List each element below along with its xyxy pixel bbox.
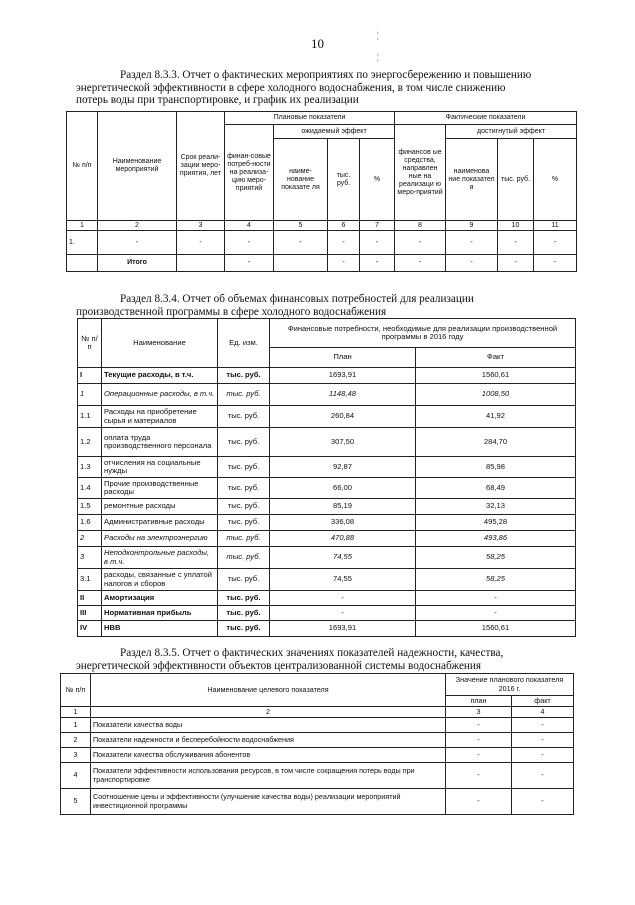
row-plan: -	[446, 789, 512, 815]
table-row	[78, 406, 576, 428]
row-fact: -	[416, 606, 576, 621]
column-number: 5	[274, 221, 328, 231]
row-num: 1.6	[78, 515, 102, 531]
page-number: 10	[311, 36, 324, 51]
achieved-effect-header: достигнутый эффект	[446, 125, 577, 139]
row-name: Административные расходы	[102, 515, 218, 531]
row-fact: 493,86	[416, 531, 576, 547]
row-cell: -	[395, 231, 446, 255]
col-name-header: Наименование	[102, 319, 218, 368]
row-plan: 260,84	[270, 406, 416, 428]
row-num: 4	[61, 763, 91, 789]
row-num: 3	[61, 748, 91, 763]
row-num: 1.2	[78, 428, 102, 457]
fact-fin-header: финансов ые средства, направлен ные на реализаци ю меро-приятий	[395, 125, 446, 221]
row-unit: тыс. руб.	[218, 531, 270, 547]
row-plan: 1693,91	[270, 368, 416, 384]
row-plan: 74,55	[270, 547, 416, 569]
column-number: 3	[446, 707, 512, 718]
row-plan: 336,08	[270, 515, 416, 531]
achieved-rub-header: тыс. руб.	[498, 139, 534, 221]
financial-needs-table	[77, 318, 576, 637]
row-name: Показатели эффективности использования ресурсов, в том числе сокращения потерь воды при транспортировке	[91, 763, 446, 789]
table-row	[78, 384, 576, 406]
row-plan: -	[446, 763, 512, 789]
row-cell: -	[328, 255, 360, 272]
row-num: II	[78, 591, 102, 606]
col-unit-header: Ед. изм.	[218, 319, 270, 368]
row-num: 5	[61, 789, 91, 815]
row-num: 2	[61, 733, 91, 748]
table-row	[78, 515, 576, 531]
column-number: 1	[67, 221, 98, 231]
table-row	[78, 531, 576, 547]
col-plan-header: План	[270, 348, 416, 368]
table-row	[78, 569, 576, 591]
plan-indicators-header: Плановые показатели	[225, 112, 395, 125]
row-fact: -	[512, 789, 574, 815]
row-name: Соотношение цены и эффективности (улучшение качества воды) реализации мероприятий инвестиционной программы	[91, 789, 446, 815]
col-fact-header: факт	[512, 696, 574, 707]
row-plan: 1693,91	[270, 621, 416, 637]
column-number: 4	[512, 707, 574, 718]
row-unit: тыс. руб.	[218, 621, 270, 637]
row-fact: 1560,61	[416, 621, 576, 637]
plan-value-header: Значение планового показателя 2016 г.	[446, 674, 574, 696]
column-number: 2	[98, 221, 177, 231]
row-fact: -	[512, 733, 574, 748]
row-num	[67, 255, 98, 272]
table-row	[78, 368, 576, 384]
row-plan: -	[446, 718, 512, 733]
row-fact: 68,49	[416, 478, 576, 499]
row-cell: -	[498, 231, 534, 255]
plan-fin-header: финан-совые потреб-ности на реализа-цию меро-приятий	[225, 125, 274, 221]
expected-name-header: наиме-нование показате ля	[274, 139, 328, 221]
table-row	[61, 748, 574, 763]
row-plan: -	[446, 748, 512, 763]
scan-mark: ¦	[377, 52, 379, 62]
row-unit: тыс. руб.	[218, 428, 270, 457]
table-row	[61, 733, 574, 748]
row-fact: -	[512, 763, 574, 789]
row-cell: -	[274, 231, 328, 255]
row-name: отчисления на социальные нужды	[102, 457, 218, 478]
row-name: Показатели качества обслуживания абонентов	[91, 748, 446, 763]
column-number: 7	[360, 221, 395, 231]
row-unit: тыс. руб.	[218, 569, 270, 591]
row-plan: 1148,48	[270, 384, 416, 406]
table-row	[78, 606, 576, 621]
row-unit: тыс. руб.	[218, 499, 270, 515]
row-cell: -	[328, 231, 360, 255]
row-num: 3	[78, 547, 102, 569]
row-name: Показатели качества воды	[91, 718, 446, 733]
table-row	[78, 457, 576, 478]
fact-indicators-header: Фактические показатели	[395, 112, 577, 125]
row-unit: тыс. руб.	[218, 515, 270, 531]
row-fact: -	[512, 718, 574, 733]
column-number: 3	[177, 221, 225, 231]
row-fact: -	[512, 748, 574, 763]
column-number: 10	[498, 221, 534, 231]
column-numbers-row	[67, 221, 577, 231]
table-row	[78, 499, 576, 515]
row-num: 1.	[67, 231, 98, 255]
col-fact-header: Факт	[416, 348, 576, 368]
column-number: 8	[395, 221, 446, 231]
row-num: IV	[78, 621, 102, 637]
row-cell: -	[360, 231, 395, 255]
col-term-header: Срок реали-зации меро-приятия, лет	[177, 112, 225, 221]
row-unit: тыс. руб.	[218, 384, 270, 406]
column-number: 1	[61, 707, 91, 718]
section-8-3-5-heading: Раздел 8.3.5. Отчет о фактических значениях показателей надежности, качества, энергетической эффективности объектов централизованной системы водоснабжения	[76, 647, 504, 672]
row-unit: тыс. руб.	[218, 591, 270, 606]
achieved-name-header: наименова ние показател я	[446, 139, 498, 221]
row-name: Нормативная прибыль	[102, 606, 218, 621]
row-cell: -	[98, 231, 177, 255]
row-plan: 74,55	[270, 569, 416, 591]
row-cell: -	[446, 255, 498, 272]
row-cell: -	[534, 255, 577, 272]
row-fact: -	[416, 591, 576, 606]
row-cell	[274, 255, 328, 272]
row-plan: -	[446, 733, 512, 748]
col-num-header: № п/п	[61, 674, 91, 707]
expected-rub-header: тыс. руб.	[328, 139, 360, 221]
total-label: Итого	[98, 255, 177, 272]
row-fact: 85,98	[416, 457, 576, 478]
row-fact: 1008,50	[416, 384, 576, 406]
row-num: I	[78, 368, 102, 384]
row-name: Амортизация	[102, 591, 218, 606]
row-num: 1	[78, 384, 102, 406]
row-fact: 41,92	[416, 406, 576, 428]
row-name: НВВ	[102, 621, 218, 637]
row-fact: 58,25	[416, 547, 576, 569]
expected-effect-header: ожидаемый эффект	[274, 125, 395, 139]
row-plan: 470,88	[270, 531, 416, 547]
col-name-header: Наименование мероприятий	[98, 112, 177, 221]
row-unit: тыс. руб.	[218, 478, 270, 499]
row-unit: тыс. руб.	[218, 606, 270, 621]
row-plan: 307,50	[270, 428, 416, 457]
row-cell: -	[177, 231, 225, 255]
row-name: расходы, связанные с уплатой налогов и сборов	[102, 569, 218, 591]
column-number: 6	[328, 221, 360, 231]
row-cell: -	[395, 255, 446, 272]
table-row	[78, 547, 576, 569]
row-fact: 32,13	[416, 499, 576, 515]
column-number: 2	[91, 707, 446, 718]
reliability-table	[60, 673, 574, 815]
row-plan: -	[270, 591, 416, 606]
row-name: оплата труда производственного персонала	[102, 428, 218, 457]
row-name: Расходы на электроэнергию	[102, 531, 218, 547]
row-num: 1.5	[78, 499, 102, 515]
scan-mark: ¦	[377, 30, 379, 40]
column-number: 11	[534, 221, 577, 231]
achieved-pct-header: %	[534, 139, 577, 221]
row-fact: 1560,61	[416, 368, 576, 384]
row-num: III	[78, 606, 102, 621]
row-unit: тыс. руб.	[218, 406, 270, 428]
row-fact: 58,25	[416, 569, 576, 591]
row-plan: 92,87	[270, 457, 416, 478]
row-cell: -	[498, 255, 534, 272]
row-plan: 66,00	[270, 478, 416, 499]
row-num: 3.1	[78, 569, 102, 591]
fin-needs-header: Финансовые потребности, необходимые для реализации производственной программы в 2016 году	[270, 319, 576, 348]
row-name: Текущие расходы, в т.ч.	[102, 368, 218, 384]
row-unit: тыс. руб.	[218, 457, 270, 478]
col-num-header: № п/п	[78, 319, 102, 368]
row-cell: -	[534, 231, 577, 255]
col-name-header: Наименование целевого показателя	[91, 674, 446, 707]
expected-pct-header: %	[360, 139, 395, 221]
row-num: 1.4	[78, 478, 102, 499]
col-plan-header: план	[446, 696, 512, 707]
column-numbers-row	[61, 707, 574, 718]
row-cell: -	[225, 231, 274, 255]
section-8-3-3-heading: Раздел 8.3.3. Отчет о фактических мероприятиях по энергосбережению и повышению энергетической эффективности в сфере холодного водоснабжения, в том числе снижению потерь воды при транспортировке, и график их реализации	[76, 69, 532, 106]
section-8-3-4-heading: Раздел 8.3.4. Отчет об объемах финансовых потребностей для реализации производственной программы в сфере холодного водоснабжения	[76, 293, 474, 318]
row-cell: -	[446, 231, 498, 255]
table-row	[61, 763, 574, 789]
row-unit: тыс. руб.	[218, 368, 270, 384]
table-row	[78, 621, 576, 637]
row-plan: 85,19	[270, 499, 416, 515]
table-row	[61, 789, 574, 815]
table-row	[78, 591, 576, 606]
row-num: 2	[78, 531, 102, 547]
row-name: Неподконтрольные расходы, в т.ч.	[102, 547, 218, 569]
row-cell: -	[360, 255, 395, 272]
row-plan: -	[270, 606, 416, 621]
column-number: 4	[225, 221, 274, 231]
row-name: Расходы на приобретение сырья и материалов	[102, 406, 218, 428]
table-row	[67, 231, 577, 255]
measures-table	[66, 111, 577, 272]
table-row	[61, 718, 574, 733]
row-cell: -	[225, 255, 274, 272]
row-name: ремонтные расходы	[102, 499, 218, 515]
row-unit: тыс. руб.	[218, 547, 270, 569]
row-num: 1	[61, 718, 91, 733]
row-name: Прочие производственные расходы	[102, 478, 218, 499]
row-num: 1.1	[78, 406, 102, 428]
row-name: Показатели надежности и бесперебойности водоснабжения	[91, 733, 446, 748]
column-number: 9	[446, 221, 498, 231]
row-fact: 284,70	[416, 428, 576, 457]
row-name: Операционные расходы, в т.ч.	[102, 384, 218, 406]
table-row	[78, 428, 576, 457]
total-row	[67, 255, 577, 272]
row-fact: 495,28	[416, 515, 576, 531]
table-row	[78, 478, 576, 499]
col-num-header: № п/п	[67, 112, 98, 221]
row-num: 1.3	[78, 457, 102, 478]
row-cell	[177, 255, 225, 272]
